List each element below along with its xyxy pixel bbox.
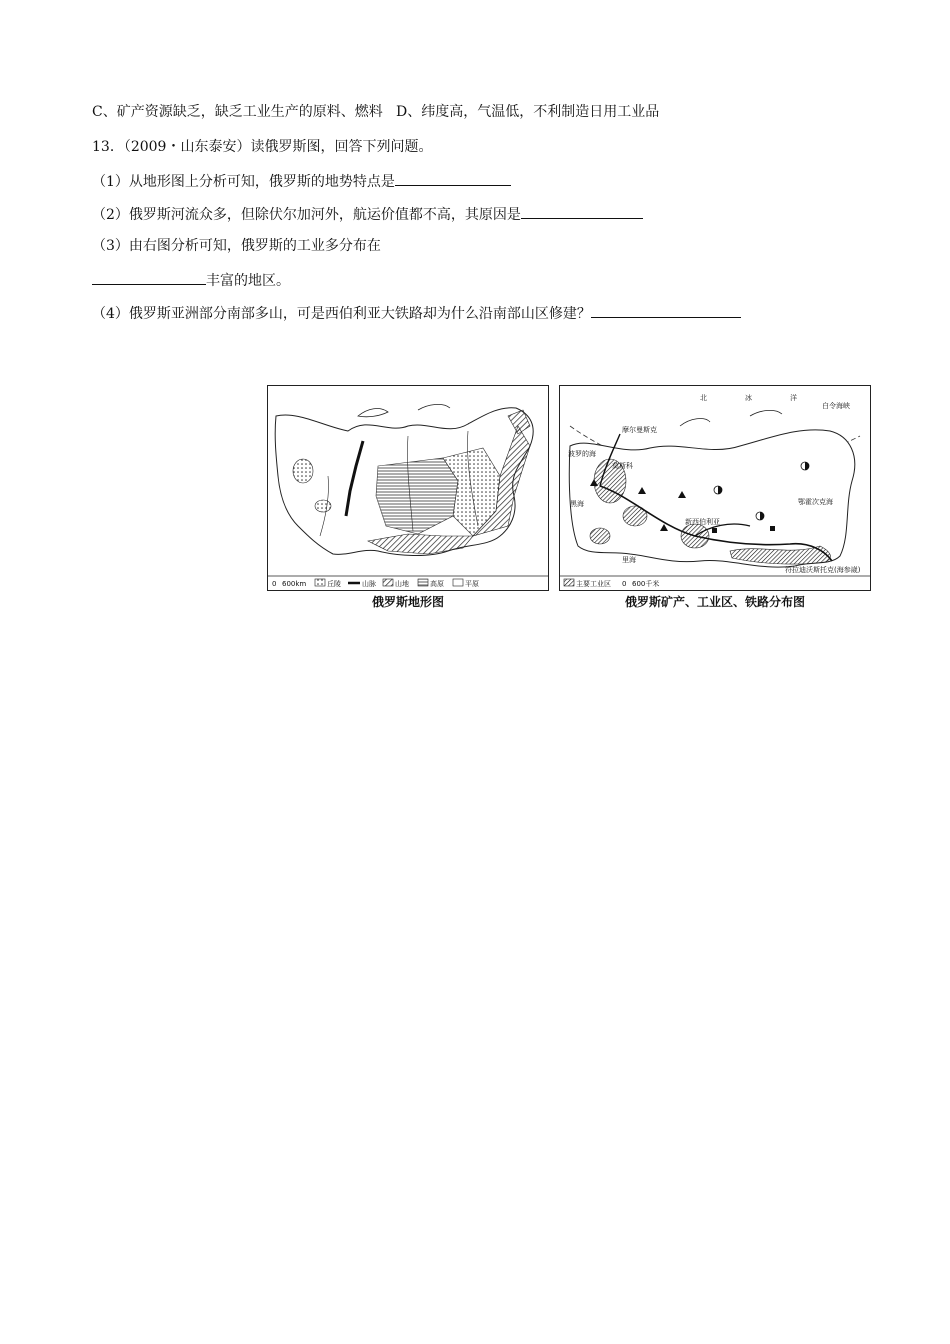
industry-scale-zero: 0 [622,580,627,588]
legend-industry: 主要工业区 [576,580,611,588]
label-ocean-1: 北 [700,394,707,402]
label-caspian: 里海 [622,556,636,564]
answer-blank-3 [92,270,206,285]
russia-industry-map [559,385,871,591]
label-black-sea: 黑海 [570,500,584,508]
terrain-map-caption: 俄罗斯地形图 [371,595,444,609]
answer-blank-4 [591,303,741,318]
answer-blank-2 [521,204,643,219]
legend-plateau-swatch [418,579,428,586]
legend-mountain: 山地 [395,580,409,588]
legend-mountain-swatch [383,579,393,586]
industry-map-caption: 俄罗斯矿产、工业区、铁路分布图 [624,595,805,609]
label-novosibirsk: 新西伯利亚 [685,518,720,526]
question-13-part-1-text: （1）从地形图上分析可知，俄罗斯的地势特点是 [92,174,395,190]
legend-plain-swatch [453,579,463,586]
legend-range: 山脉 [362,580,376,588]
label-moscow: 莫斯科 [612,462,633,470]
question-13-part-1 [92,171,511,192]
question-13-title: 13．（2009・山东泰安）读俄罗斯图，回答下列问题。 [92,139,433,155]
label-okhotsk: 鄂霍次克海 [798,498,833,506]
answer-blank-1 [395,171,511,186]
label-baltic: 波罗的海 [568,450,596,458]
label-ocean-3: 洋 [790,394,797,402]
question-13-part-3b [92,270,290,291]
question-13-part-2 [92,204,643,225]
option-c-d-line: C、矿产资源缺乏，缺乏工业生产的原料、燃料 D、纬度高，气温低，不利制造日用工业品 [92,104,660,120]
legend-plain: 平原 [465,580,479,588]
question-13-part-2-text: （2）俄罗斯河流众多，但除伏尔加河外，航运价值都不高，其原因是 [92,207,521,223]
question-13-part-3a: （3）由右图分析可知，俄罗斯的工业多分布在 [92,238,381,254]
terrain-scale-label: 0 [272,580,277,588]
industry-scale-value: 600千米 [632,580,660,588]
terrain-scale-value: 600km [282,580,307,588]
label-ocean-2: 冰 [745,394,752,402]
question-13-part-3b-text: 丰富的地区。 [206,273,290,289]
question-13-part-4-text: （4）俄罗斯亚洲部分南部多山，可是西伯利亚大铁路却为什么沿南部山区修建？ [92,306,591,322]
legend-hills: 丘陵 [327,580,341,588]
label-bering: 白令海峡 [822,402,850,410]
russia-terrain-map [267,385,549,591]
legend-plateau: 高原 [430,580,444,588]
legend-industry-swatch [564,579,574,586]
industry-map-drawing [560,386,870,590]
label-murmansk: 摩尔曼斯克 [622,426,657,434]
legend-hills-swatch [315,579,325,586]
terrain-map-drawing [268,386,548,590]
question-13-part-4 [92,303,741,324]
label-vladivostok: 符拉迪沃斯托克(海参崴) [785,566,861,574]
